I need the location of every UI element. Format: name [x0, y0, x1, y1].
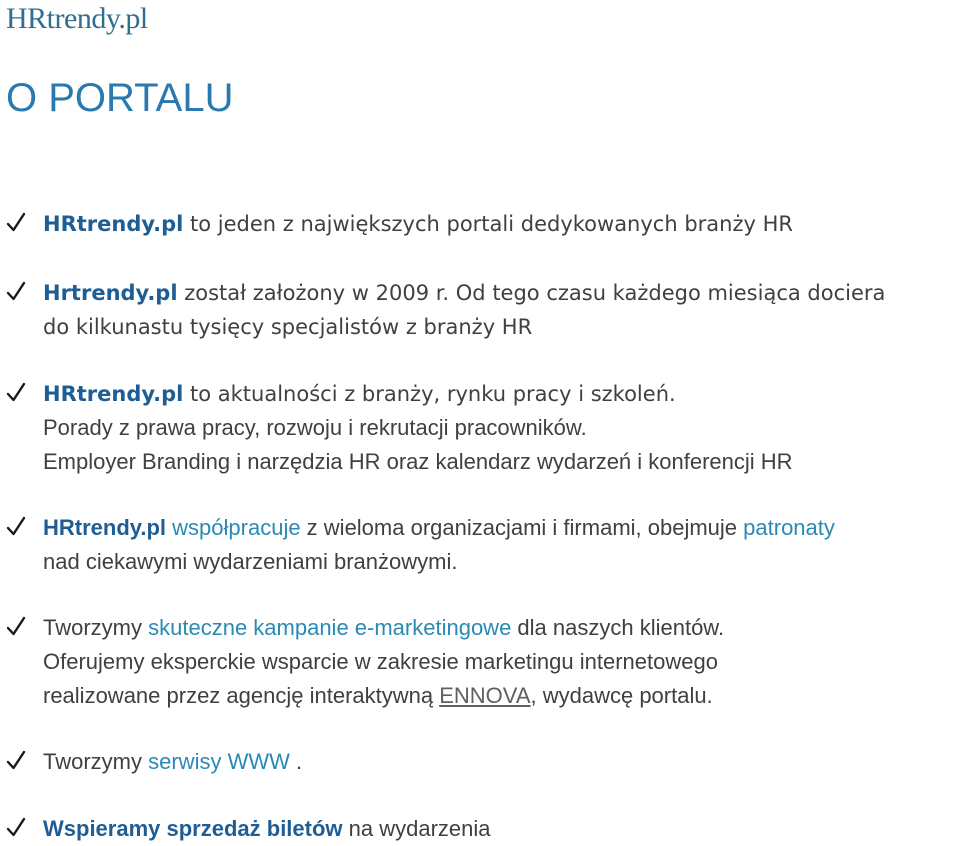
checkmark-icon [6, 812, 26, 842]
accent-text: patronaty [743, 515, 835, 540]
item-text: został założony w 2009 r. Od tego czasu każdego miesiąca dociera [177, 281, 886, 305]
item-text: . [289, 749, 303, 774]
brand-name: HRtrendy.pl [43, 212, 184, 236]
checkmark-icon [6, 611, 26, 641]
accent-text: współpracuje [166, 515, 301, 540]
item-line [43, 812, 960, 846]
checkmark-icon [6, 511, 26, 541]
item-text: na wydarzenia [342, 816, 491, 841]
item-line: Employer Branding i narzędzia HR oraz kalendarz wydarzeń i konferencji HR [43, 449, 793, 474]
item-line [43, 745, 960, 779]
item-line: Porady z prawa pracy, rozwoju i rekrutacji pracowników. [43, 415, 587, 440]
item-text: realizowane przez agencję interaktywną [43, 683, 440, 708]
item-text: to aktualności z branży, rynku pracy i szkoleń. [183, 382, 676, 406]
bold-text: Wspieramy sprzedaż biletów [43, 816, 343, 841]
item-line [43, 377, 960, 411]
item-text: to jeden z największych portali dedykowanych branży HR [183, 212, 793, 236]
site-logo[interactable]: HRtrendy.pl [6, 2, 148, 35]
checkmark-icon [6, 207, 26, 237]
brand-name: HRtrendy.pl [43, 515, 167, 540]
brand-name: Hrtrendy.pl [43, 281, 178, 305]
brand-name: HRtrendy.pl [43, 382, 184, 406]
item-text: z wieloma organizacjami i firmami, obejmuje [300, 515, 744, 540]
page-title: O PORTALU [6, 76, 234, 120]
item-text: Tworzymy [43, 749, 149, 774]
item-text: Tworzymy [43, 615, 149, 640]
item-line [43, 276, 960, 310]
item-line [43, 679, 960, 713]
item-text: dla naszych klientów. [511, 615, 725, 640]
item-line [43, 207, 960, 241]
item-text: , wydawcę portalu. [530, 683, 713, 708]
ennova-link[interactable]: ENNOVA [439, 683, 531, 708]
item-line [43, 611, 960, 645]
item-line [43, 511, 960, 545]
accent-text: serwisy WWW [148, 749, 290, 774]
item-line: do kilkunastu tysięcy specjalistów z branży HR [43, 315, 533, 339]
checkmark-icon [6, 276, 26, 306]
checkmark-icon [6, 377, 26, 407]
checkmark-icon [6, 745, 26, 775]
accent-text: skuteczne kampanie e-marketingowe [148, 615, 512, 640]
item-line: nad ciekawymi wydarzeniami branżowymi. [43, 549, 458, 574]
item-line: Oferujemy eksperckie wsparcie w zakresie marketingu internetowego [43, 649, 718, 674]
